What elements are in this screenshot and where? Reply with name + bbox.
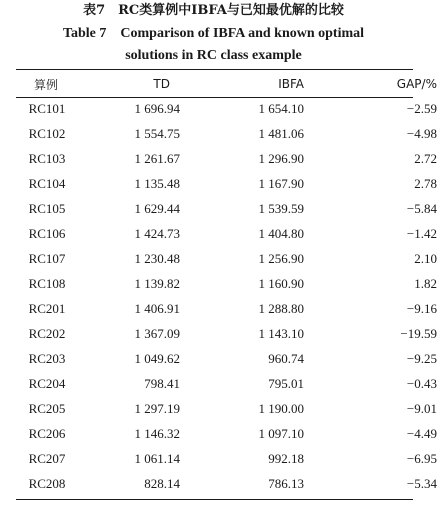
- cell-ibfa: 1 190.00: [258, 400, 304, 416]
- cell-gap: −9.01: [406, 400, 437, 416]
- cell-td: 1 049.62: [134, 350, 180, 366]
- table-row: [16, 271, 443, 296]
- cell-ibfa: 1 481.06: [258, 125, 304, 141]
- cell-instance: RC202: [28, 325, 66, 341]
- cell-td: 1 146.32: [134, 425, 180, 441]
- bottom-rule: [16, 499, 413, 500]
- cell-gap: −4.98: [406, 125, 437, 141]
- cell-td: 1 629.44: [134, 200, 180, 216]
- cell-ibfa: 1 256.90: [258, 250, 304, 266]
- cell-td: 1 061.14: [134, 450, 180, 466]
- cell-ibfa: 960.74: [268, 350, 304, 366]
- cell-gap: −5.84: [406, 200, 437, 216]
- table-row: [16, 421, 443, 446]
- cell-td: 1 696.94: [134, 100, 180, 116]
- table-row: [16, 371, 443, 396]
- table-row: [16, 221, 443, 246]
- cell-instance: RC102: [28, 125, 66, 141]
- cell-gap: −9.16: [406, 300, 437, 316]
- cell-gap: −9.25: [406, 350, 437, 366]
- cell-gap: 2.78: [414, 175, 437, 191]
- table-row: [16, 396, 443, 421]
- cell-instance: RC207: [28, 450, 66, 466]
- header-gap: GAP/%: [396, 77, 437, 91]
- cell-ibfa: 1 143.10: [258, 325, 304, 341]
- cell-gap: −1.42: [406, 225, 437, 241]
- cell-ibfa: 795.01: [268, 375, 304, 391]
- cell-ibfa: 1 654.10: [258, 100, 304, 116]
- top-rule: [16, 69, 413, 70]
- table-caption-english: [0, 23, 427, 67]
- cell-td: 1 261.67: [134, 150, 180, 166]
- cell-ibfa: 1 296.90: [258, 150, 304, 166]
- cell-instance: RC107: [28, 250, 66, 266]
- table-row: [16, 171, 443, 196]
- cell-instance: RC106: [28, 225, 66, 241]
- table-row: [16, 121, 443, 146]
- table-row: [16, 471, 443, 496]
- cell-instance: RC105: [28, 200, 66, 216]
- cell-td: 1 406.91: [134, 300, 180, 316]
- cell-td: 1 367.09: [134, 325, 180, 341]
- cell-instance: RC104: [28, 175, 66, 191]
- cell-gap: −19.59: [400, 325, 437, 341]
- cell-gap: 1.82: [414, 275, 437, 291]
- cell-td: 1 139.82: [134, 275, 180, 291]
- cell-gap: −6.95: [406, 450, 437, 466]
- cell-instance: RC204: [28, 375, 66, 391]
- table-row: [16, 246, 443, 271]
- cell-instance: RC206: [28, 425, 66, 441]
- table-row: [16, 346, 443, 371]
- table-row: [16, 146, 443, 171]
- cell-instance: RC208: [28, 475, 66, 491]
- cell-instance: RC205: [28, 400, 66, 416]
- header-row: [16, 72, 443, 96]
- cell-td: 1 230.48: [134, 250, 180, 266]
- cell-td: 798.41: [144, 375, 180, 391]
- table-caption-chinese: 表7 RC类算例中IBFA与已知最优解的比较: [83, 3, 344, 18]
- cell-td: 1 297.19: [134, 400, 180, 416]
- cell-gap: −0.43: [406, 375, 437, 391]
- cell-ibfa: 1 097.10: [258, 425, 304, 441]
- cell-td: 1 424.73: [134, 225, 180, 241]
- cell-ibfa: 1 160.90: [258, 275, 304, 291]
- cell-gap: 2.72: [414, 150, 437, 166]
- cell-ibfa: 786.13: [268, 475, 304, 491]
- cell-ibfa: 1 288.80: [258, 300, 304, 316]
- cell-gap: −5.34: [406, 475, 437, 491]
- cell-ibfa: 1 167.90: [258, 175, 304, 191]
- cell-instance: RC201: [28, 300, 66, 316]
- caption-english-line-2: solutions in RC class example: [125, 48, 302, 63]
- cell-instance: RC103: [28, 150, 66, 166]
- cell-instance: RC108: [28, 275, 66, 291]
- table-row: [16, 321, 443, 346]
- table-row: [16, 96, 443, 121]
- cell-ibfa: 1 404.80: [258, 225, 304, 241]
- cell-instance: RC203: [28, 350, 66, 366]
- cell-td: 828.14: [144, 475, 180, 491]
- comparison-table: [16, 72, 443, 496]
- cell-td: 1 135.48: [134, 175, 180, 191]
- cell-gap: 2.10: [414, 250, 437, 266]
- caption-english-line-1: Table 7 Comparison of IBFA and known optimal: [62, 26, 365, 41]
- table-row: [16, 296, 443, 321]
- header-td: TD: [153, 77, 170, 91]
- table-row: [16, 196, 443, 221]
- cell-gap: −4.49: [406, 425, 437, 441]
- header-ibfa: IBFA: [278, 77, 304, 91]
- table-row: [16, 446, 443, 471]
- cell-ibfa: 1 539.59: [258, 200, 304, 216]
- cell-ibfa: 992.18: [268, 450, 304, 466]
- cell-td: 1 554.75: [134, 125, 180, 141]
- cell-gap: −2.59: [406, 100, 437, 116]
- header-instance: 算例: [33, 77, 58, 92]
- table-body: [16, 96, 443, 496]
- cell-instance: RC101: [28, 100, 66, 116]
